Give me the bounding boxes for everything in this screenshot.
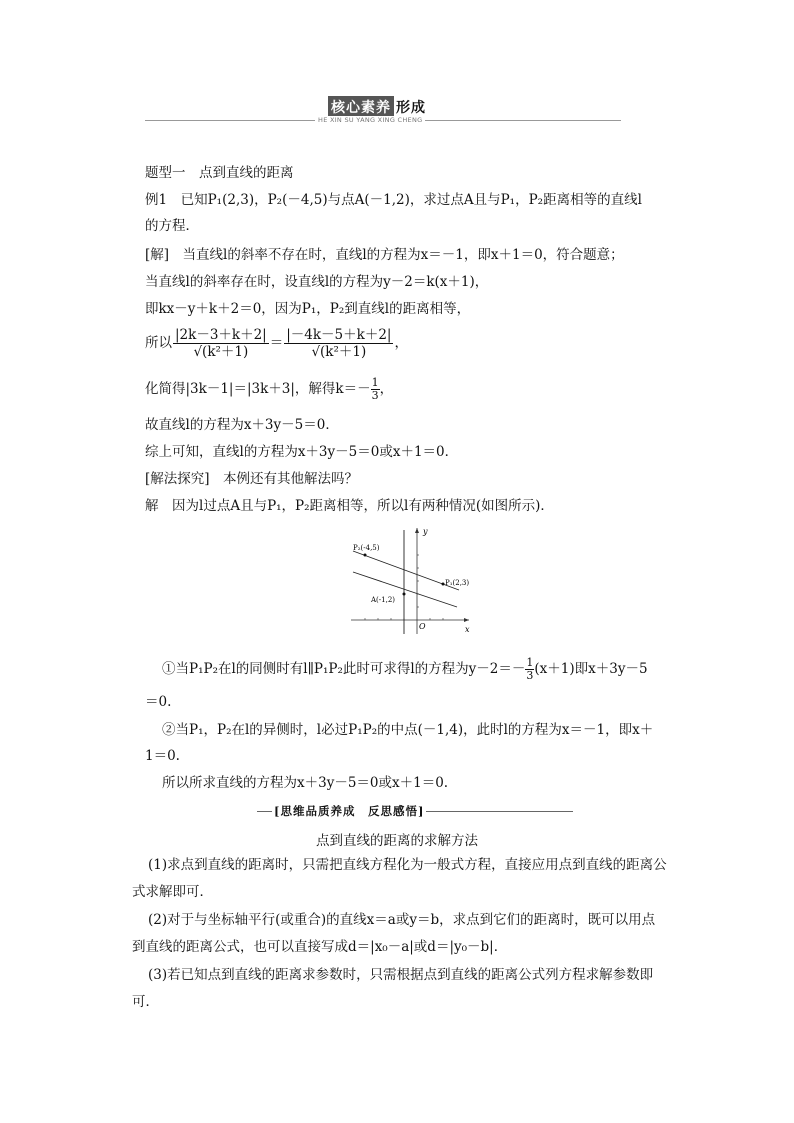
y-axis-label: y — [423, 527, 428, 536]
solution-line-5 — [145, 374, 393, 404]
solution-line-4-prefix: 所以 — [145, 335, 172, 351]
solution-line-4 — [145, 326, 408, 360]
solution-line-5-suffix: ， — [379, 381, 394, 397]
example-text-1: 已知P₁(2,3)，P₂(－4,5)与点A(－1,2)，求过点A且与P₁，P₂距离相等的直线l — [180, 192, 642, 208]
solution-line-6: 故直线l的方程为x＋3y－5＝0． — [145, 417, 339, 433]
x-axis-arrow — [464, 618, 469, 622]
explore-line — [145, 469, 358, 489]
solution-line-7: 综上可知，直线l的方程为x＋3y－5＝0或x＋1＝0． — [145, 444, 459, 460]
solution-text-1: 当直线l的斜率不存在时，直线l的方程为x＝－1，即x＋1＝0，符合题意； — [182, 247, 624, 263]
header-subtitle: HE XIN SU YANG XING CHENG — [315, 116, 425, 124]
fraction-k-denominator: 3 — [371, 389, 379, 402]
x-axis-label: x — [465, 625, 470, 634]
fraction-left — [173, 327, 269, 360]
case1-line-1 — [162, 654, 648, 684]
summary-header — [257, 804, 573, 818]
example-label: 例1 — [145, 192, 168, 208]
a-label: A(-1,2) — [371, 596, 396, 604]
point-a — [403, 593, 406, 596]
y-axis-arrow — [415, 528, 419, 533]
summary-item2-line2: 到直线的距离公式，也可以直接写成d＝|x₀－a|或d＝|y₀－b|． — [132, 939, 508, 955]
case1-fraction-denominator: 3 — [526, 669, 534, 682]
point-p2 — [364, 554, 367, 557]
solution-line-3: 即kx－y＋k＋2＝0，因为P₁，P₂到直线l的距离相等， — [145, 301, 471, 317]
fraction-left-denominator: √(k²＋1) — [193, 344, 249, 360]
explore-tag: [解法探究] — [145, 471, 210, 487]
section-title: 题型一 点到直线的距离 — [145, 165, 294, 181]
summary-item1-line2: 式求解即可． — [132, 884, 213, 900]
case1-suffix: (x＋1)即x＋3y－5 — [534, 661, 648, 677]
solution-line-1 — [145, 245, 624, 265]
fraction-right — [284, 327, 393, 360]
summary-header-text: [思维品质养成 反思感悟] — [274, 804, 425, 818]
header-title-box: 核心素养 — [328, 96, 394, 118]
solution-line-4-suffix: ， — [394, 335, 408, 351]
example-text-2: 的方程． — [145, 218, 199, 234]
explore-solution-line — [145, 496, 554, 516]
header-title-rest: 形成 — [396, 100, 426, 116]
solution-line-5-prefix: 化简得|3k－1|＝|3k＋3|，解得k＝－ — [145, 381, 371, 397]
case2-line-2: 1＝0. — [145, 748, 180, 764]
case1-fraction-numerator: 1 — [526, 656, 534, 669]
explore-question: 本例还有其他解法吗？ — [223, 471, 359, 487]
fraction-right-numerator: |－4k－5＋k＋2| — [286, 327, 392, 343]
equals-sign: ＝ — [269, 335, 284, 351]
case2-line-1: ②当P₁，P₂在l的异侧时，l必过P₁P₂的中点(－1,4)，此时l的方程为x＝－1，即x＋ — [162, 722, 654, 738]
line-through-a — [353, 572, 457, 607]
example-line-1 — [145, 190, 642, 210]
header-title — [328, 97, 426, 117]
case1-prefix: ①当P₁P₂在l的同侧时有l∥P₁P₂此时可求得l的方程为y－2＝－ — [162, 661, 526, 677]
p2-label: P₂(-4,5) — [353, 544, 380, 552]
explore-solution-text: 因为l过点A且与P₁，P₂距离相等，所以l有两种情况(如图所示)． — [172, 498, 554, 514]
summary-item3-line2: 可． — [132, 994, 159, 1010]
origin-label: O — [419, 622, 426, 631]
solution-tag: [解] — [145, 247, 170, 263]
fraction-left-numerator: |2k－3＋k＋2| — [175, 327, 267, 343]
solution-line-2: 当直线l的斜率存在时，设直线l的方程为y－2＝k(x＋1)， — [145, 274, 489, 290]
coordinate-graph — [345, 522, 473, 638]
summary-item1-line1: (1)求点到直线的距离时，只需把直线方程化为一般式方程，直接应用点到直线的距离公 — [148, 857, 667, 873]
case1-line-2: ＝0. — [145, 694, 172, 710]
fraction-k-numerator: 1 — [371, 376, 379, 389]
summary-item3-line1: (3)若已知点到直线的距离求参数时，只需根据点到直线的距离公式列方程求解参数即 — [148, 967, 654, 983]
explore-solution-label: 解 — [145, 498, 159, 514]
summary-item2-line1: (2)对于与坐标轴平行(或重合)的直线x＝a或y＝b，求点到它们的距离时，既可以用点 — [148, 912, 656, 928]
p1-label: P₁(2,3) — [445, 579, 470, 587]
fraction-k — [371, 377, 380, 402]
conclusion: 所以所求直线的方程为x＋3y－5＝0或x＋1＝0. — [162, 775, 449, 791]
summary-title: 点到直线的距离的求解方法 — [316, 833, 478, 849]
fraction-right-denominator: √(k²＋1) — [311, 344, 367, 360]
